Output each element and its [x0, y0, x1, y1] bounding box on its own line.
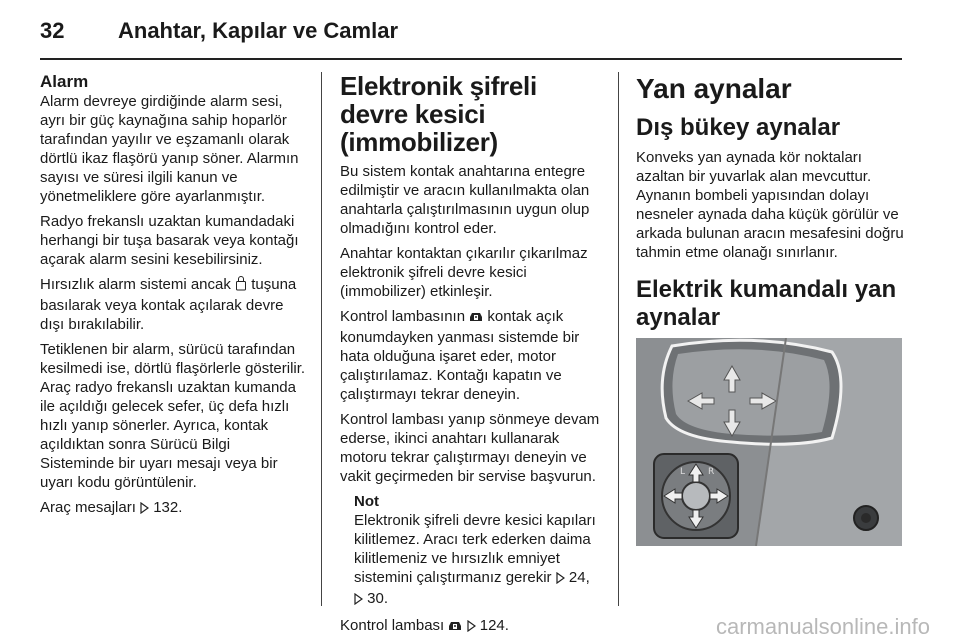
paragraph: Kontrol lambasının kontak açık konumdayken yanması sistemde bir hata olduğuna işaret eder, motor çalıştırılamaz. Kontağı kapatın ve çalıştırmayı tekrar deneyin.: [340, 308, 580, 403]
section-heading-convex-mirrors: Dış bükey aynalar: [636, 114, 841, 141]
mirror-adjust-illustration: [636, 338, 902, 546]
svg-text:L: L: [680, 467, 686, 477]
page-title: Anahtar, Kapılar ve Camlar: [118, 18, 399, 43]
page-reference-link[interactable]: 124.: [479, 617, 509, 634]
note-text: Elektronik şifreli devre kesici kapıları kilitlemez. Aracı terk ederken daima kilitlemeniz ve hırsızlık emniyet sistemini çalıştırmanız gerekir 24, 30.: [354, 511, 606, 610]
header-rule: [40, 58, 902, 60]
paragraph: Hırsızlık alarm sistemi ancak tuşuna basılarak veya kontak açılarak devre dışı bırakılabilir.: [40, 276, 297, 333]
chapter-heading-side-mirrors: Yan aynalar: [636, 73, 792, 104]
page-reference-link[interactable]: 132.: [153, 499, 183, 516]
page-reference-link[interactable]: 30.: [367, 590, 389, 607]
paragraph: Radyo frekanslı uzaktan kumandadaki herhangi bir tuşa basarak veya kontağı açarak alarm sesini kesebilirsiniz.: [40, 213, 299, 268]
reference-arrow-icon[interactable]: [354, 591, 363, 610]
paragraph: Araç mesajları 132.: [40, 498, 308, 519]
page-number: 32: [40, 18, 65, 43]
note-box: [354, 492, 606, 610]
paragraph: Alarm devreye girdiğinde alarm sesi, ayrı bir güç kaynağına sahip hoparlör tarafından yayılır ve eşzamanlı olarak dörtlü ikaz flaşörü yanıp söner. Alarmın sayısı ve süresi ilgili kanun ve yönetmeliklere göre ayarlanmıştır.: [40, 93, 299, 205]
paragraph: Bu sistem kontak anahtarına entegre edilmiştir ve aracın kullanılmakta olan anahtarla çalıştırılmasının uygun olup olmadığını kontrol eder.: [340, 163, 590, 237]
immobilizer-lamp-icon: [469, 309, 483, 328]
column-immobilizer: [340, 72, 606, 643]
reference-arrow-icon[interactable]: [140, 500, 149, 519]
section-heading-electric-mirrors: Elektrik kumandalı yan aynalar: [636, 276, 897, 331]
column-divider: [618, 72, 619, 606]
reference-arrow-icon[interactable]: [556, 570, 565, 589]
page-reference-link[interactable]: 24,: [568, 569, 590, 586]
reference-arrow-icon[interactable]: [467, 618, 476, 637]
paragraph: Kontrol lambası 124.: [340, 616, 606, 637]
paragraph: Kontrol lambası yanıp sönmeye devam ederse, ikinci anahtarı kullanarak motoru tekrar çalıştırmayı deneyin ve vakit geçirmeden bir servise başvurun.: [340, 411, 600, 485]
immobilizer-lamp-icon: [448, 618, 462, 637]
paragraph: Anahtar kontaktan çıkarılır çıkarılmaz elektronik şifreli devre kesici (immobilizer) etkinleşir.: [340, 245, 588, 300]
column-divider: [321, 72, 322, 606]
column-side-mirrors: [636, 72, 904, 546]
key-lock-icon: [235, 275, 247, 296]
paragraph: Tetiklenen bir alarm, sürücü tarafından kesilmedi ise, dörtlü flaşörlerle gösterilir. Araç radyo frekanslı uzaktan kumanda ile açıldığı gelecek sefer, üç defa hızlı hızlı yanıp sönerler. Ayrıca, kontak açıldıktan sonra Sürücü Bilgi Sisteminde bir uyarı mesajı veya bir uyarı kodu görüntülenir.: [40, 341, 306, 491]
page-header: [0, 0, 960, 62]
section-heading-immobilizer: Elektronik şifreli devre kesici (immobilizer): [340, 71, 537, 157]
paragraph: Konveks yan aynada kör noktaları azaltan bir yuvarlak alan mevcuttur. Aynanın bombeli yapısından dolayı nesneler aynada daha küçük görülür ve arkada bulunan aracın mesafesini doğru tahmin etme olanağı sınırlanır.: [636, 149, 904, 261]
note-title: Not: [354, 493, 379, 510]
watermark: carmanualsonline.info: [715, 614, 930, 639]
svg-text:R: R: [708, 467, 715, 477]
column-alarm: [40, 72, 308, 525]
section-heading-alarm: Alarm: [40, 72, 89, 91]
